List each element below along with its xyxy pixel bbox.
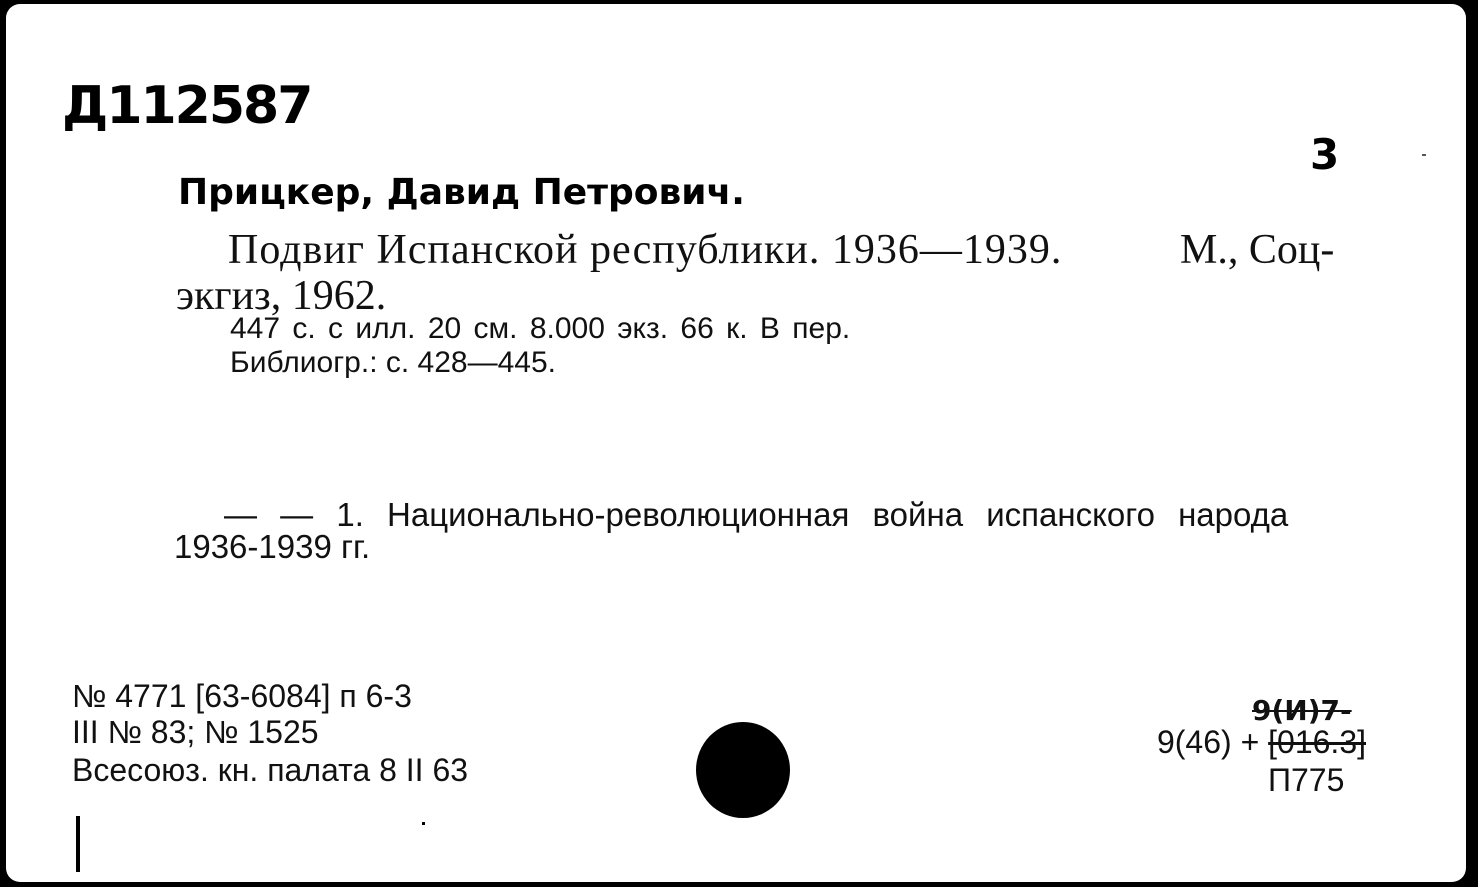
classification-code — [1157, 724, 1366, 761]
author-heading: Прицкер, Давид Петрович. — [178, 172, 745, 213]
classification-struck-part: [016.3] — [1268, 724, 1366, 760]
book-title: Подвиг Испанской республики. 1936—1939. — [228, 227, 1063, 273]
cutter-number: П775 — [1268, 762, 1345, 798]
shelf-mark: Д112587 — [62, 76, 312, 136]
punch-hole — [696, 722, 790, 818]
card-number: 3 — [1310, 130, 1340, 179]
ink-speck — [1422, 154, 1426, 156]
classification-struck: 9(И)7- — [1252, 694, 1352, 727]
pencil-mark — [76, 816, 80, 872]
subject-heading-dates: 1936-1939 гг. — [174, 528, 371, 565]
catalog-card — [6, 4, 1466, 882]
bibliography-note: Библиогр.: с. 428—445. — [230, 346, 556, 379]
publisher-place: М., Соц- — [1180, 227, 1335, 273]
print-run-info: III № 83; № 1525 — [72, 714, 319, 750]
publisher-name-year: экгиз, 1962. — [176, 273, 387, 319]
physical-description: 447 с. с илл. 20 см. 8.000 экз. 66 к. В пер. — [230, 312, 851, 345]
classification-prefix: 9(46) + — [1156, 724, 1269, 760]
subject-heading: — — 1. Национально-революционная война испанского народа — [224, 496, 1289, 533]
ink-speck — [422, 822, 425, 825]
accession-info: № 4771 [63-6084] п 6-3 — [72, 678, 412, 714]
chamber-info: Всесоюз. кн. палата 8 II 63 — [72, 752, 469, 788]
